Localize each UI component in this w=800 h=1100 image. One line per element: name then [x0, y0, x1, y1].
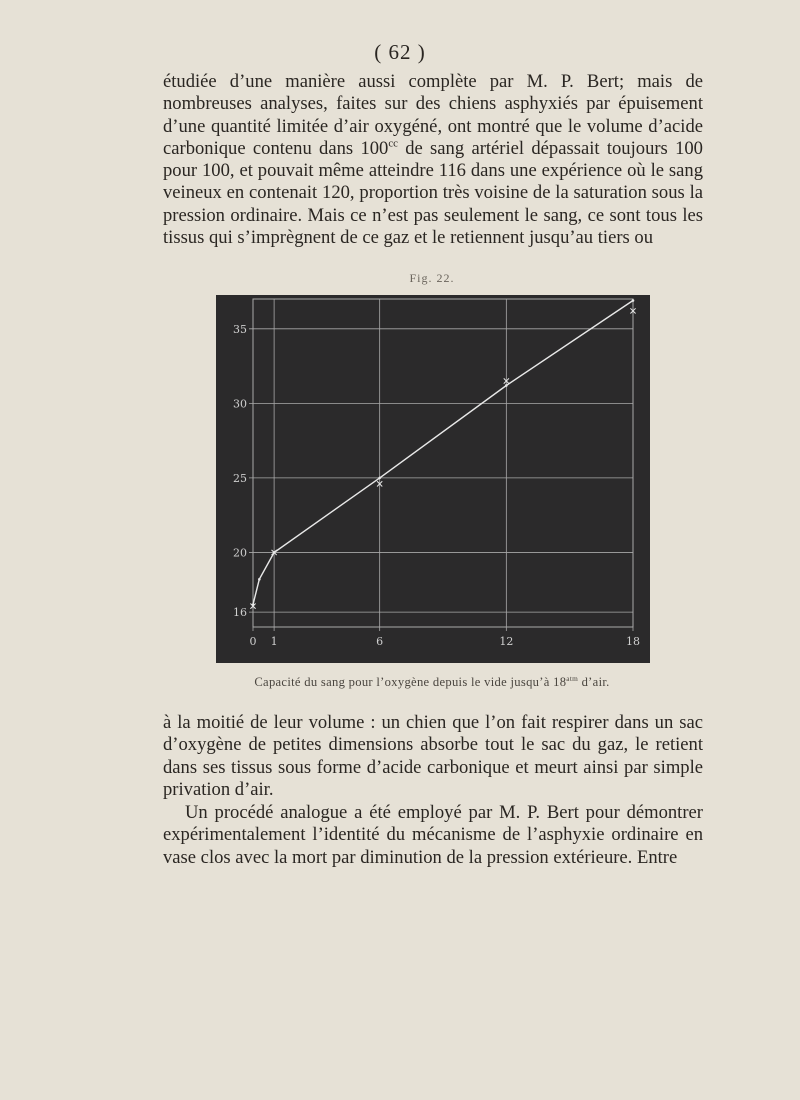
y-tick-label: 35	[233, 322, 247, 336]
unit-superscript: cc	[388, 137, 398, 150]
paragraph-1-text-rest: de sang artériel dépassait toujours 100 pour 100, et pouvait même atteindre 116 dans une expérience où le sang veineux en contenait 120, proportion très voisine de la saturation sous la pression ordinaire. Mais ce n’est pas seulement le sang, ce sont tous les tissus qui s’imprègnent de ce gaz et le retiennent jusqu’au tiers ou	[163, 137, 703, 249]
caption-superscript: atm	[566, 673, 579, 683]
caption-text: Capacité du sang pour l’oxygène depuis le vide jusqu’à 18	[254, 675, 567, 689]
y-tick-label: 16	[233, 606, 247, 620]
figure-chart	[216, 295, 650, 663]
paragraph-1	[163, 71, 703, 249]
x-tick-label: 12	[499, 635, 514, 648]
y-tick-label: 20	[233, 546, 247, 560]
figure-label: Fig. 22.	[409, 271, 455, 285]
line-point	[505, 384, 508, 387]
paragraph-2: à la moitié de leur volume : un chien que l’on fait respirer dans un sac d’oxygène de petites dimensions absorbe tout le sac du gaz, le retient dans ses tissus sous forme d’acide carbonique et meurt ainsi par simple privation d’air.	[163, 712, 703, 800]
figure-caption	[0, 675, 800, 690]
x-tick-label: 6	[376, 635, 384, 648]
x-tick-label: 18	[626, 635, 640, 648]
paragraph-3: Un procédé analogue a été employé par M. P. Bert pour démontrer expérimentalement l’identité du mécanisme de l’asphyxie ordinaire en vase clos avec la mort par diminution de la pression extérieure. Entre	[163, 802, 703, 868]
caption-text-end: d’air.	[578, 675, 610, 689]
y-tick-label: 25	[233, 471, 247, 485]
x-tick-label: 1	[270, 635, 278, 648]
page-number: ( 62 )	[374, 40, 426, 64]
x-tick-label: 0	[249, 635, 257, 648]
plot-border	[253, 299, 633, 627]
chart-svg	[216, 295, 650, 663]
series-line	[253, 301, 633, 605]
paragraph-1-text: étudiée d’une manière aussi complète par M. P. Bert; mais de nombreuses analyses, faites sur des chiens asphyxiés par épuisement d’une quantité limitée d’air oxygéné, ont montré que le volume d’acide carbonique contenu dans 100	[163, 71, 703, 159]
line-point	[378, 477, 381, 480]
line-point	[632, 299, 635, 302]
y-tick-label: 30	[233, 397, 247, 411]
line-point	[258, 578, 261, 581]
